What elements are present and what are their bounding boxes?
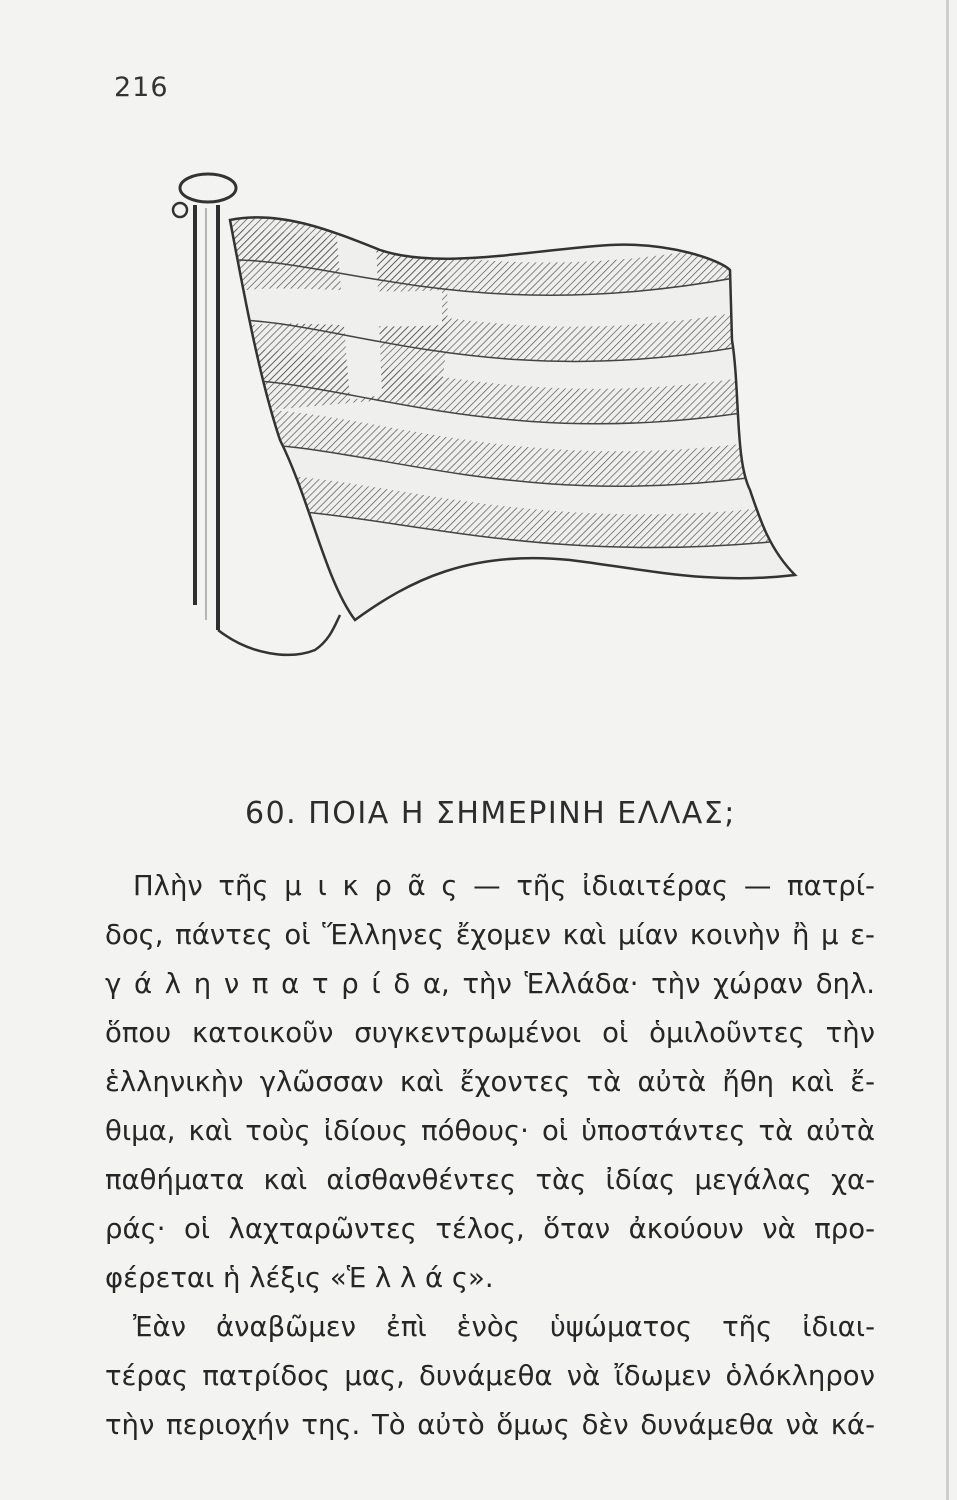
text-line: ὅπου κατοικοῦν συγκεντρωμένοι οἱ ὁμιλοῦντες τὴν [105, 1017, 875, 1049]
text-line: φέρεται ἡ λέξις «Ἑ λ λ ά ς». [105, 1262, 494, 1294]
page-number: 216 [114, 72, 169, 103]
text-line: Ἐὰν ἀναβῶμεν ἐπὶ ἑνὸς ὑψώματος τῆς ἰδιαι- [133, 1311, 875, 1343]
page-edge [946, 0, 949, 1500]
text-line: γ ά λ η ν π α τ ρ ί δ α, τὴν Ἑλλάδα· τὴν χώραν δηλ. [105, 968, 875, 1000]
text-line: τέρας πατρίδος μας, δυνάμεθα νὰ ἴδωμεν ὁλόκληρον [105, 1360, 875, 1392]
text-line: θιμα, καὶ τοὺς ἰδίους πόθους· οἱ ὑποστάντες τὰ αὐτὰ [105, 1115, 875, 1147]
text-line: Πλὴν τῆς μ ι κ ρ ᾶ ς — τῆς ἰδιαιτέρας — πατρί- [133, 870, 875, 902]
text-line: παθήματα καὶ αἰσθανθέντες τὰς ἰδίας μεγάλας χα- [105, 1164, 875, 1196]
greek-flag-illustration [150, 160, 820, 680]
text-line: δος, πάντες οἱ Ἕλληνες ἔχομεν καὶ μίαν κοινὴν ἢ μ ε- [105, 919, 875, 951]
body-text [105, 862, 915, 1450]
text-line: τὴν περιοχήν της. Τὸ αὐτὸ ὅμως δὲν δυνάμεθα νὰ κά- [105, 1409, 875, 1441]
flag-cloth [210, 200, 810, 650]
section-heading: 60. ΠΟΙΑ Η ΣΗΜΕΡΙΝΗ ΕΛΛΑΣ; [245, 796, 736, 831]
text-line: ἑλληνικὴν γλῶσσαν καὶ ἔχοντες τὰ αὐτὰ ἤθη καὶ ἔ- [105, 1066, 875, 1098]
text-line: ράς· οἱ λαχταρῶντες τέλος, ὅταν ἀκούουν νὰ προ- [105, 1213, 875, 1245]
